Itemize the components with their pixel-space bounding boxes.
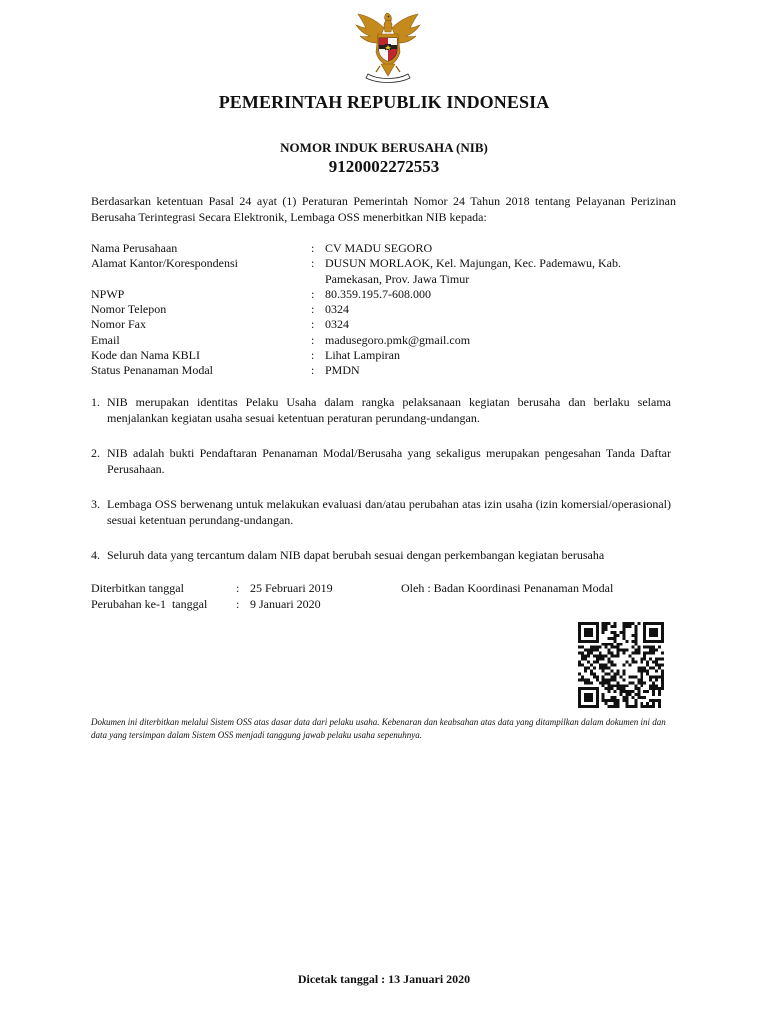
info-label: NPWP (91, 286, 125, 301)
change-date-row (91, 596, 691, 612)
info-value: CV MADU SEGORO (325, 241, 433, 255)
note-text: Seluruh data yang tercantum dalam NIB dapat berubah sesuai dengan perkembangan kegiatan berusaha (107, 548, 605, 562)
issue-date-label: Diterbitkan tanggal (91, 581, 184, 595)
info-colon: : (311, 332, 315, 347)
info-value: 80.359.195.7-608.000 (325, 286, 431, 301)
info-value: 0324 (325, 317, 349, 332)
note-number: 1. (91, 395, 100, 409)
info-row-address (91, 256, 691, 287)
info-value: PMDN (325, 363, 360, 378)
issuance-block (91, 580, 691, 612)
info-row-phone (91, 302, 691, 317)
issue-date-value: 25 Februari 2019 (250, 581, 333, 595)
info-value: madusegoro.pmk@gmail.com (325, 332, 471, 347)
info-colon: : (311, 363, 315, 378)
issue-colon: : (236, 581, 240, 595)
info-value: DUSUN MORLAOK, Kel. Majungan, Kec. Pademawu, Kab. Pamekasan, Prov. Jawa Timur (325, 256, 621, 286)
change-date-value: 9 Januari 2020 (250, 597, 321, 611)
info-row-email (91, 333, 691, 348)
info-row-kbli (91, 348, 691, 363)
info-row-company-name (91, 241, 691, 256)
info-label: Status Penanaman Modal (91, 363, 213, 378)
note-text: NIB adalah bukti Pendaftaran Penanaman Modal/Berusaha yang sekaligus merupakan pengesahan Tanda Daftar Perusahaan. (107, 446, 671, 476)
note-item (91, 496, 671, 528)
note-item (91, 394, 671, 426)
info-colon: : (311, 348, 315, 363)
intro-paragraph: Berdasarkan ketentuan Pasal 24 ayat (1) Peraturan Pemerintah Nomor 24 Tahun 2018 tentang Pelayanan Perizinan Berusaha Terintegrasi Secara Elektronik, Lembaga OSS menerbitkan NIB kepada: (91, 194, 676, 224)
info-label: Kode dan Nama KBLI (91, 348, 200, 363)
change-date-label: Perubahan ke-1 tanggal (91, 597, 208, 611)
info-row-fax (91, 317, 691, 332)
nib-number: 9120002272553 (328, 157, 440, 176)
note-number: 2. (91, 446, 100, 460)
note-item (91, 547, 671, 563)
info-row-npwp (91, 287, 691, 302)
garuda-emblem-icon (348, 6, 428, 86)
note-text: NIB merupakan identitas Pelaku Usaha dalam rangka pelaksanaan kegiatan berusaha dan berlaku selama menjalankan kegiatan usaha sesuai ketentuan peraturan perundang-undangan. (107, 395, 671, 425)
info-label: Nomor Fax (91, 317, 146, 332)
document-title: PEMERINTAH REPUBLIK INDONESIA (218, 92, 550, 112)
company-info-table (91, 241, 691, 379)
info-label: Alamat Kantor/Korespondensi (91, 256, 238, 271)
disclaimer-text: Dokumen ini diterbitkan melalui Sistem OSS atas dasar data dari pelaku usaha. Kebenaran dan keabsahan atas data yang ditampilkan dalam dokumen ini dan data yang tersimpan dalam Sistem OSS menjadi tanggung jawab pelaku usaha sepenuhnya. (91, 717, 666, 740)
notes-list (91, 394, 671, 582)
document-subtitle: NOMOR INDUK BERUSAHA (NIB) (280, 140, 488, 155)
note-number: 4. (91, 548, 100, 562)
info-value: 0324 (325, 302, 349, 317)
qr-code-icon (578, 622, 664, 708)
printed-date: Dicetak tanggal : 13 Januari 2020 (297, 972, 471, 986)
info-colon: : (311, 286, 315, 301)
info-colon: : (311, 317, 315, 332)
info-label: Email (91, 332, 120, 347)
note-item (91, 445, 671, 477)
info-colon: : (311, 256, 315, 271)
note-number: 3. (91, 497, 100, 511)
info-colon: : (311, 241, 315, 255)
note-text: Lembaga OSS berwenang untuk melakukan evaluasi dan/atau perubahan atas izin usaha (izin komersial/operasional) sesuai ketentuan perundang-undangan. (107, 497, 671, 527)
issuing-authority: Oleh : Badan Koordinasi Penanaman Modal (401, 581, 614, 595)
info-label: Nomor Telepon (91, 302, 167, 317)
info-row-investment-status (91, 363, 691, 378)
info-label: Nama Perusahaan (91, 241, 178, 255)
info-value: Lihat Lampiran (325, 348, 400, 363)
info-colon: : (311, 302, 315, 317)
issue-colon: : (236, 597, 240, 611)
